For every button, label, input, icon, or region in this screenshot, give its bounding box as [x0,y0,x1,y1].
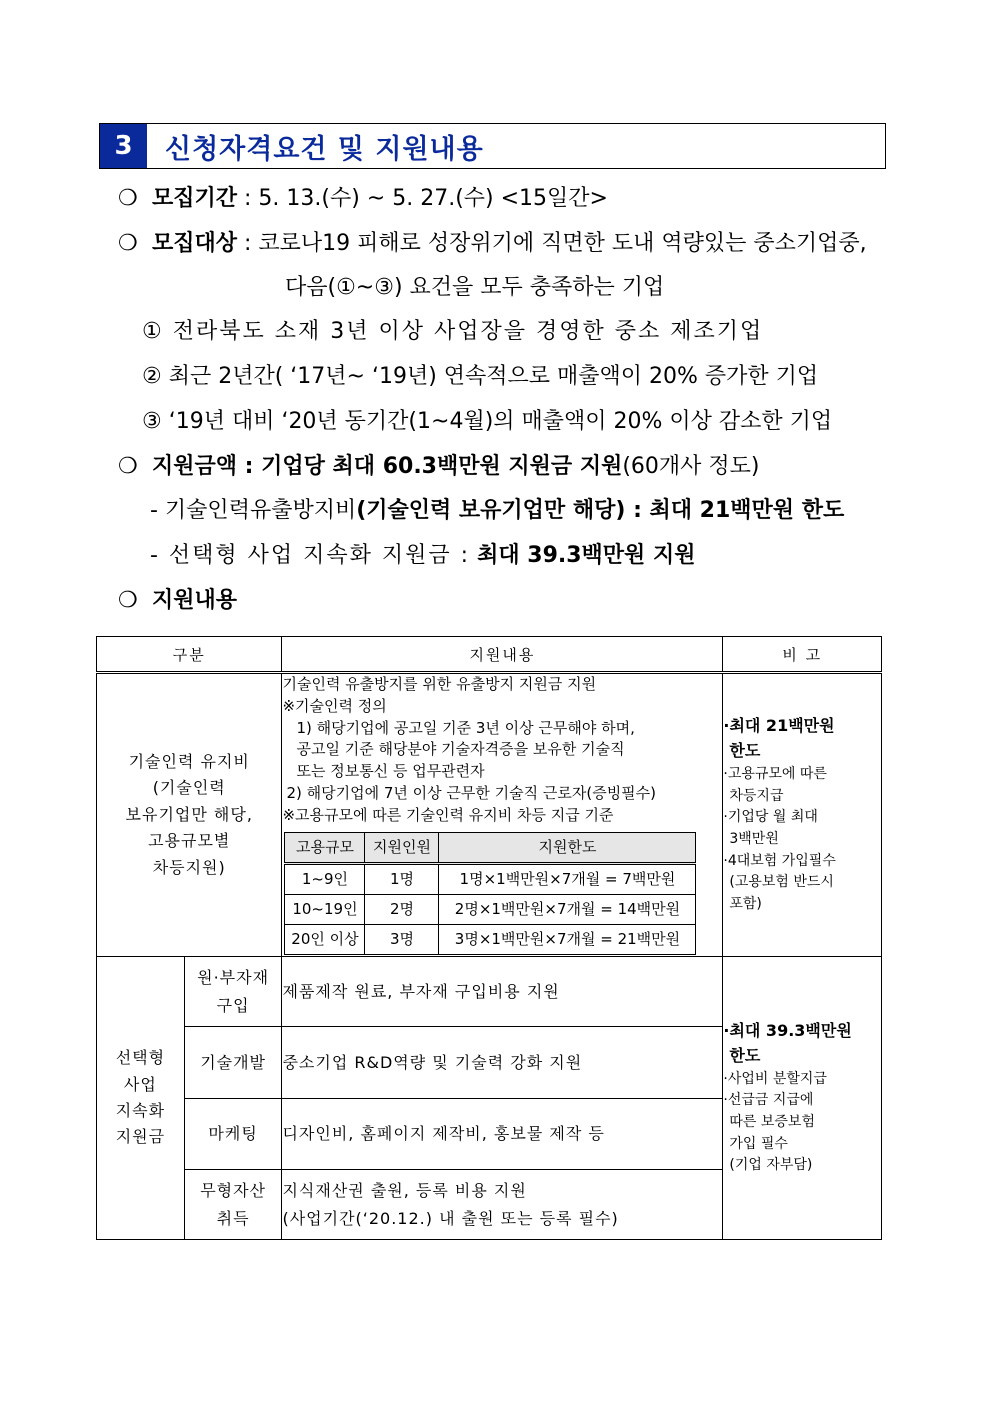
row2-note-line: ·선급금 지급에 [723,1092,814,1109]
row1-category [97,673,282,957]
sub-category-line: 취득 [216,1208,250,1228]
inner-cell: 10~19인 [285,895,365,925]
inner-header-limit: 지원한도 [439,833,696,864]
inner-cell: 1명 [365,864,439,895]
table-header-row [97,637,882,673]
bullet-circle-icon: ❍ [118,186,138,211]
row1-note-line: 포함) [729,896,762,913]
row2-category [97,957,185,1240]
inner-header-row [285,833,696,864]
row1-content-line: 2) 해당기업에 7년 이상 근무한 기술직 근로자(증빙필수) [286,783,657,802]
period-line [118,188,608,210]
requirement-3: ③ ‘19년 대비 ‘20년 동기간(1~4월)의 매출액이 20% 이상 감소한 기업 [142,409,833,434]
row2-note-line: 따른 보증보험 [729,1113,815,1130]
row2-note-line: 가입 필수 [729,1135,788,1152]
row1-note-title: 한도 [729,741,761,761]
sub-item-1-bold: (기술인력 보유기업만 해당) : 최대 21백만원 한도 [356,498,845,523]
row1-note-line: ·기업당 월 최대 [723,809,818,826]
section-number: 3 [100,124,147,168]
row1-category-line: 고용규모별 [148,831,231,851]
row2-category-line: 지원금 [115,1127,166,1147]
amount-tail: (60개사 정도) [622,454,760,479]
row2-category-line: 사업 [123,1074,157,1094]
sub-category-marketing: 마케팅 [184,1099,282,1170]
row1-note-line: 차등지급 [729,787,784,804]
row2-note-line: (기업 자부담) [729,1157,813,1174]
row1-category-line: 기술인력 유지비 [128,752,250,772]
content-intangible [282,1170,723,1240]
row1-note [723,673,882,957]
row2-note-title: ·최대 39.3백만원 [723,1020,852,1040]
period-value: : 5. 13.(수) ~ 5. 27.(수) <15일간> [244,186,608,211]
inner-cell: 2명 [365,895,439,925]
section-title: 신청자격요건 및 지원내용 [165,133,484,165]
target-value: : 코로나19 피해로 성장위기에 직면한 도내 역량있는 중소기업중, [244,231,867,256]
inner-cell: 1명×1백만원×7개월 = 7백만원 [439,864,696,895]
inner-cell: 2명×1백만원×7개월 = 14백만원 [439,895,696,925]
bullet-circle-icon: ❍ [118,454,138,479]
inner-cell: 20인 이상 [285,925,365,955]
amount-line [118,456,760,478]
target-label: 모집대상 [152,231,238,256]
row2-note-line: ·사업비 분할지급 [723,1070,827,1087]
inner-cell: 3명 [365,925,439,955]
header-category: 구분 [97,637,282,673]
sub-category-line: 구입 [216,995,250,1015]
table-row [285,895,696,925]
requirement-2: ② 최근 2년간( ‘17년~ ‘19년) 연속적으로 매출액이 20% 증가한 기업 [142,364,819,389]
row1-content-line: 기술인력 유출방지를 위한 유출방지 지원금 지원 [282,675,597,693]
bullet-circle-icon: ❍ [118,231,138,256]
content-line: 지식재산권 출원, 등록 비용 지원 [282,1181,527,1201]
content-rnd: 중소기업 R&D역량 및 기술력 강화 지원 [282,1027,723,1099]
row1-note-line: 3백만원 [729,830,779,847]
employment-scale-table [284,832,696,955]
bullet-circle-icon: ❍ [118,588,138,613]
section-header [99,123,886,169]
row1-content-line: ※고용규모에 따른 기술인력 유지비 차등 지급 기준 [282,805,614,824]
sub-category-intangible [184,1170,282,1240]
sub-item-1-prefix: - 기술인력유출방지비 [150,498,357,523]
row1-note-title: ·최대 21백만원 [723,716,835,736]
target-line [118,233,867,255]
amount-label: 지원금액 : 기업당 최대 60.3백만원 지원금 지원 [152,454,623,479]
content-materials: 제품제작 원료, 부자재 구입비용 지원 [282,957,723,1027]
content-line: (사업기간(‘20.12.) 내 출원 또는 등록 필수) [282,1208,619,1228]
header-note: 비 고 [723,637,882,673]
period-label: 모집기간 [152,186,238,211]
row1-content-line: 공고일 기준 해당분야 기술자격증을 보유한 기술직 [296,740,625,759]
content-label: 지원내용 [152,588,238,613]
sub-category-materials [184,957,282,1027]
inner-header-scale: 고용규모 [285,833,365,864]
sub-category-rnd: 기술개발 [184,1027,282,1099]
sub-category-line: 무형자산 [200,1181,267,1201]
row1-content [282,673,723,957]
row1-content-line: 또는 정보통신 등 업무관련자 [296,762,485,780]
table-row [285,925,696,955]
table-row [285,864,696,895]
row2-category-line: 지속화 [115,1101,166,1120]
row1-category-line: 차등지원) [152,857,226,877]
sub-item-2-bold: 최대 39.3백만원 지원 [477,543,696,568]
row1-note-line: ·고용규모에 따른 [723,765,827,782]
inner-cell: 3명×1백만원×7개월 = 21백만원 [439,925,696,955]
row1-content-line: 1) 해당기업에 공고일 기준 3년 이상 근무해야 하며, [296,718,635,737]
content-marketing: 디자인비, 홈페이지 제작비, 홍보물 제작 등 [282,1099,723,1170]
inner-cell: 1~9인 [285,864,365,895]
row2-note-title: 한도 [729,1045,761,1065]
sub-item-2 [150,545,695,567]
content-line [118,590,237,612]
target-continuation: 다음(①~③) 요건을 모두 충족하는 기업 [285,275,665,300]
requirement-1: ① 전라북도 소재 3년 이상 사업장을 경영한 중소 제조기업 [142,319,764,344]
sub-category-line: 원·부자재 [197,968,270,988]
inner-header-count: 지원인원 [365,833,439,864]
row1-note-line: (고용보험 반드시 [729,874,834,891]
header-content: 지원내용 [282,637,723,673]
support-table [96,636,882,1240]
sub-item-2-prefix: - 선택형 사업 지속화 지원금 : [150,543,471,568]
row1-content-line: ※기술인력 정의 [282,696,387,715]
table-row [97,957,882,1027]
sub-item-1 [150,500,844,522]
row1-category-line: 보유기업만 해당, [125,804,253,824]
table-row [97,673,882,957]
row2-category-line: 선택형 [115,1048,166,1068]
row1-category-line: (기술인력 [152,778,226,798]
row1-note-line: ·4대보험 가입필수 [723,852,836,869]
row2-note [723,957,882,1240]
